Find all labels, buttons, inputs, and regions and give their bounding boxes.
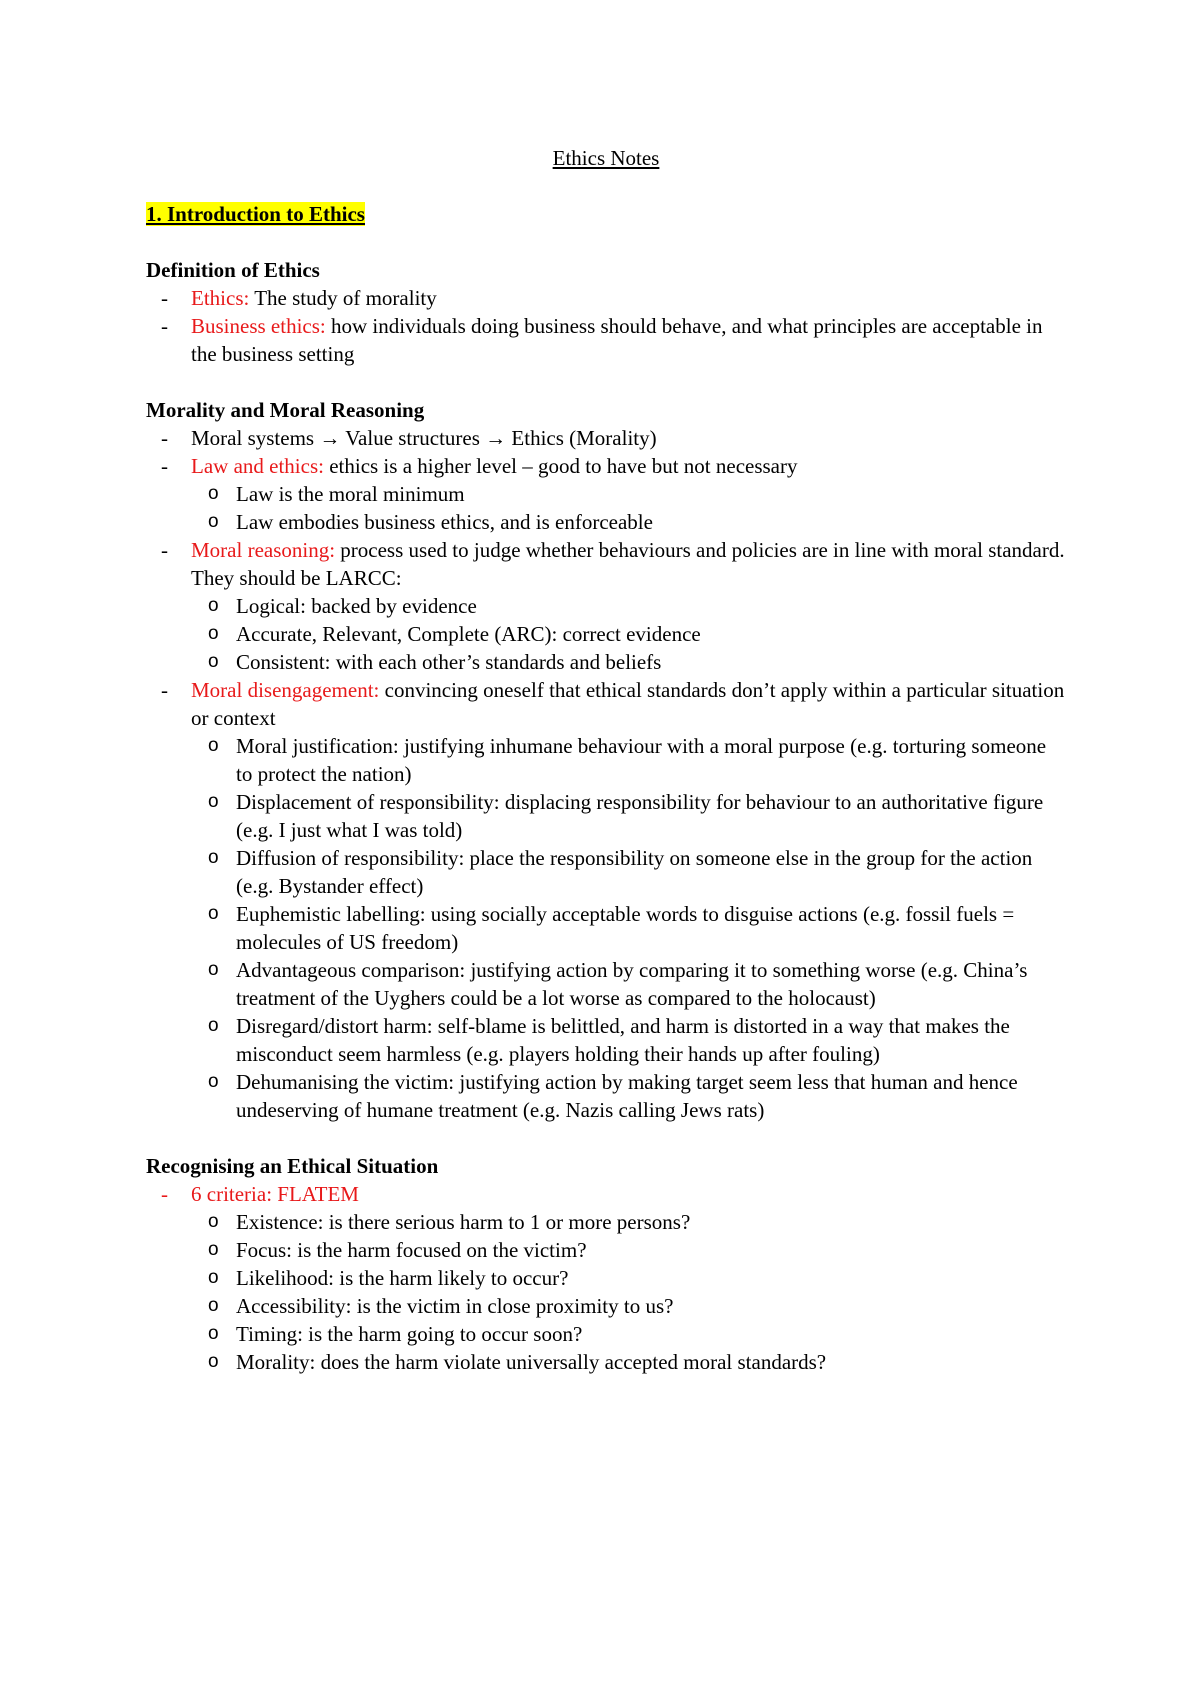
sub-list-item: o Existence: is there serious harm to 1 or more persons? bbox=[191, 1208, 1066, 1236]
sub-list-item: o Moral justification: justifying inhumane behaviour with a moral purpose (e.g. torturing someone to protect the nation) bbox=[191, 732, 1066, 788]
list-item bbox=[146, 676, 1066, 1124]
term-label: Business ethics: bbox=[191, 314, 326, 338]
sub-list-item: o Advantageous comparison: justifying action by comparing it to something worse (e.g. China’s treatment of the Uyghers could be a lot worse as compared to the holocaust) bbox=[191, 956, 1066, 1012]
term-text: how individuals doing business should behave, and what principles are acceptable in the business setting bbox=[191, 314, 1043, 366]
subheading-morality: Morality and Moral Reasoning bbox=[146, 398, 425, 422]
subheading-recognising: Recognising an Ethical Situation bbox=[146, 1154, 439, 1178]
sublist bbox=[191, 480, 1066, 536]
sublist bbox=[191, 592, 1066, 676]
term-text: The study of morality bbox=[249, 286, 437, 310]
subheading-definition: Definition of Ethics bbox=[146, 258, 320, 282]
recognising-list bbox=[146, 1180, 1066, 1376]
sub-list-item: o Morality: does the harm violate universally accepted moral standards? bbox=[191, 1348, 1066, 1376]
sub-list-item: o Dehumanising the victim: justifying action by making target seem less that human and hence undeserving of humane treatment (e.g. Nazis calling Jews rats) bbox=[191, 1068, 1066, 1124]
term-text: convincing oneself that ethical standards don’t apply within a particular situation or context bbox=[191, 678, 1065, 730]
sub-list-item: o Consistent: with each other’s standards and beliefs bbox=[191, 648, 1066, 676]
sub-list-item: o Likelihood: is the harm likely to occur? bbox=[191, 1264, 1066, 1292]
sub-list-item: o Focus: is the harm focused on the victim? bbox=[191, 1236, 1066, 1264]
sub-list-item: o Accessibility: is the victim in close proximity to us? bbox=[191, 1292, 1066, 1320]
list-item bbox=[146, 452, 1066, 536]
sublist bbox=[191, 1208, 1066, 1376]
sub-list-item: o Disregard/distort harm: self-blame is belittled, and harm is distorted in a way that makes the misconduct seem harmless (e.g. players holding their hands up after fouling) bbox=[191, 1012, 1066, 1068]
section-heading-text: 1. Introduction to Ethics bbox=[146, 202, 365, 226]
sub-list-item: o Logical: backed by evidence bbox=[191, 592, 1066, 620]
document-page bbox=[146, 144, 1066, 1376]
list-item bbox=[146, 1180, 1066, 1376]
item-text: Moral systems → Value structures → Ethics (Morality) bbox=[191, 426, 657, 450]
term-label: Moral reasoning: bbox=[191, 538, 336, 562]
definition-list bbox=[146, 284, 1066, 368]
sub-list-item: o Accurate, Relevant, Complete (ARC): correct evidence bbox=[191, 620, 1066, 648]
sub-list-item: o Law embodies business ethics, and is enforceable bbox=[191, 508, 1066, 536]
morality-list bbox=[146, 424, 1066, 1124]
sublist bbox=[191, 732, 1066, 1124]
sub-list-item: o Timing: is the harm going to occur soon? bbox=[191, 1320, 1066, 1348]
list-item bbox=[146, 284, 1066, 312]
term-text: process used to judge whether behaviours and policies are in line with moral standard. They should be LARCC: bbox=[191, 538, 1065, 590]
term-label: Moral disengagement: bbox=[191, 678, 380, 702]
list-item bbox=[146, 312, 1066, 368]
sub-list-item: o Displacement of responsibility: displacing responsibility for behaviour to an authoritative figure (e.g. I just what I was told) bbox=[191, 788, 1066, 844]
list-item bbox=[146, 536, 1066, 676]
doc-title: Ethics Notes bbox=[552, 146, 660, 170]
term-label: Ethics: bbox=[191, 286, 250, 310]
sub-list-item: o Diffusion of responsibility: place the responsibility on someone else in the group for the action (e.g. Bystander effect) bbox=[191, 844, 1066, 900]
sub-list-item: o Law is the moral minimum bbox=[191, 480, 1066, 508]
section-heading-introduction bbox=[146, 200, 1066, 228]
item-text: 6 criteria: FLATEM bbox=[191, 1182, 359, 1206]
list-item bbox=[146, 424, 1066, 452]
term-text: ethics is a higher level – good to have but not necessary bbox=[323, 454, 798, 478]
term-label: Law and ethics: bbox=[191, 454, 324, 478]
sub-list-item: o Euphemistic labelling: using socially acceptable words to disguise actions (e.g. fossil fuels = molecules of US freedom) bbox=[191, 900, 1066, 956]
